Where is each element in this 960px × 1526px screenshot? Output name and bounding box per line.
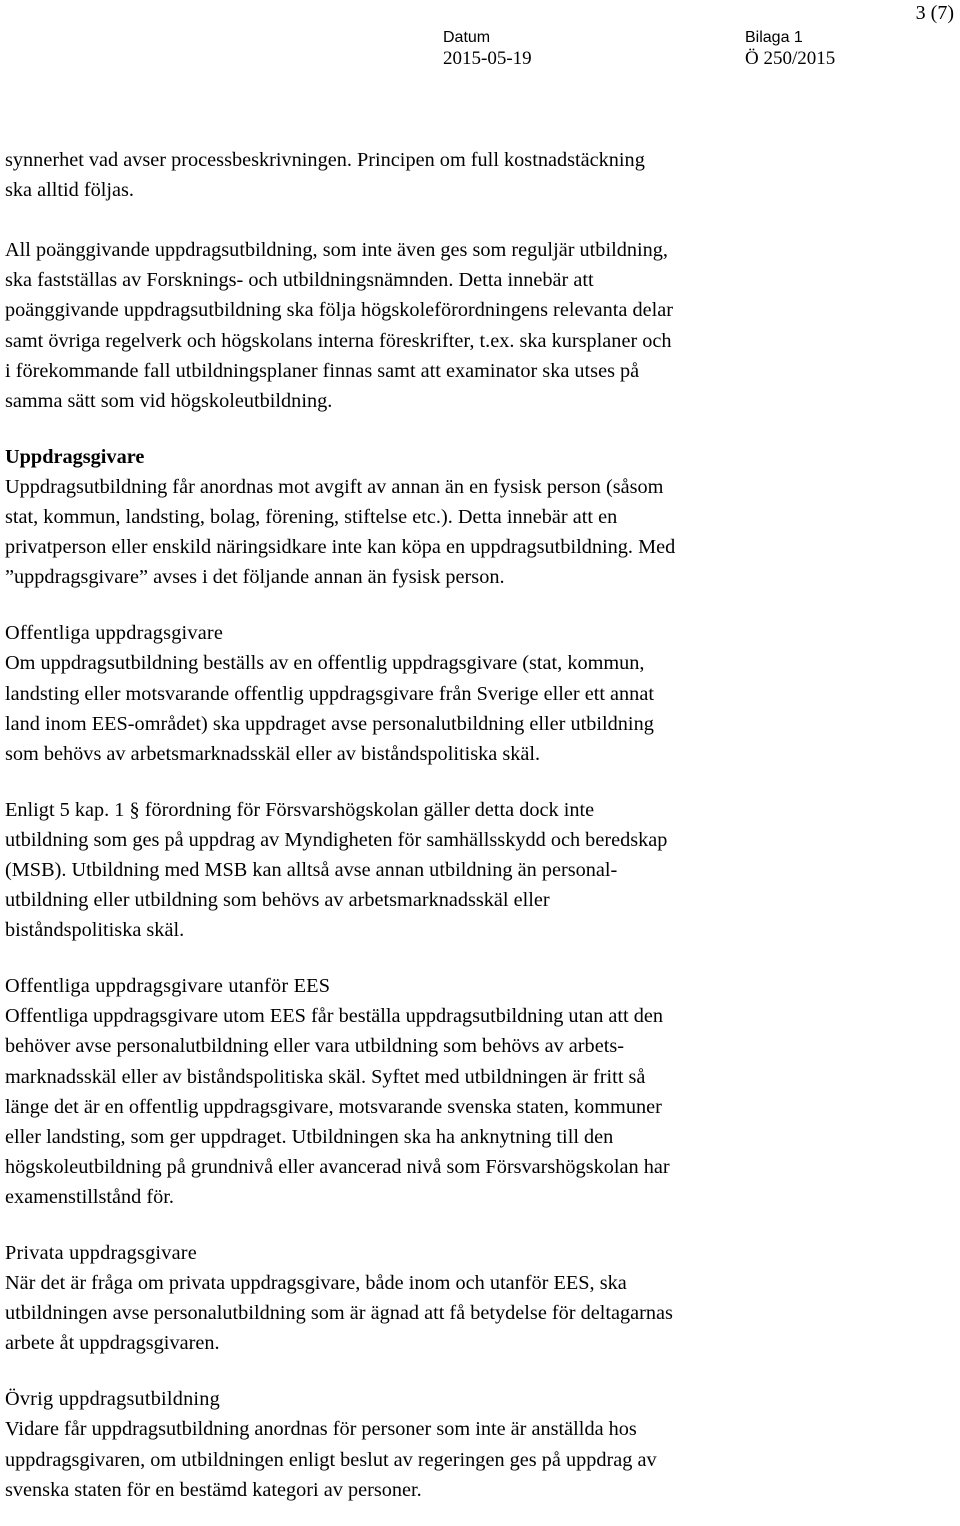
paragraph-msb (5, 795, 950, 945)
text-line: eller landsting, som ger uppdraget. Utbildningen ska ha anknytning till den (5, 1125, 614, 1148)
header-attachment-block (745, 28, 835, 70)
text-line: marknadsskäl eller av biståndspolitiska skäl. Syftet med utbildningen är fritt så (5, 1065, 646, 1088)
paragraph-intro (5, 145, 950, 205)
text-line: Enligt 5 kap. 1 § förordning för Försvarshögskolan gäller detta dock inte (5, 798, 595, 821)
text-line: Uppdragsutbildning får anordnas mot avgift av annan än en fysisk person (såsom (5, 475, 664, 498)
text-line: examenstillstånd för. (5, 1185, 174, 1208)
subsection-heading: Offentliga uppdragsgivare (5, 622, 224, 645)
text-line: Om uppdragsutbildning beställs av en offentlig uppdragsgivare (stat, kommun, (5, 652, 645, 675)
text-line: utbildning som ges på uppdrag av Myndigheten för samhällsskydd och beredskap (5, 828, 668, 851)
text-line: samt övriga regelverk och högskolans interna föreskrifter, t.ex. ska kursplaner och (5, 329, 672, 352)
paragraph-poanggivande (5, 235, 950, 416)
text-line: All poänggivande uppdragsutbildning, som inte även ges som reguljär utbildning, (5, 239, 668, 262)
text-line: uppdragsgivaren, om utbildningen enligt beslut av regeringen ges på uppdrag av (5, 1448, 657, 1471)
text-line: synnerhet vad avser processbeskrivningen. Principen om full kostnadstäckning (5, 149, 645, 171)
document-body (5, 145, 950, 1505)
text-line: biståndspolitiska skäl. (5, 919, 185, 942)
text-line: högskoleutbildning på grundnivå eller avancerad nivå som Försvarshögskolan har (5, 1155, 670, 1178)
text-line: ”uppdragsgivare” avses i det följande annan än fysisk person. (5, 566, 505, 589)
text-line: När det är fråga om privata uppdragsgivare, både inom och utanför EES, ska (5, 1272, 627, 1295)
page-number: 3 (7) (915, 2, 954, 24)
subsection-heading: Privata uppdragsgivare (5, 1242, 197, 1264)
text-line: stat, kommun, landsting, bolag, förening, stiftelse etc.). Detta innebär att en (5, 506, 618, 529)
text-line: utbildningen avse personalutbildning som är ägnad att få betydelse för deltagarnas (5, 1302, 673, 1325)
section-privata (5, 1238, 950, 1358)
date-value: 2015-05-19 (443, 48, 532, 69)
text-line: länge det är en offentlig uppdragsgivare, motsvarande svenska staten, kommuner (5, 1095, 662, 1118)
text-line: som behövs av arbetsmarknadsskäl eller av biståndspolitiska skäl. (5, 742, 541, 765)
section-ovrig (5, 1384, 950, 1504)
text-line: ska alltid följas. (5, 179, 134, 202)
text-line: (MSB). Utbildning med MSB kan alltså avse annan utbildning än personal- (5, 858, 618, 881)
text-line: samma sätt som vid högskoleutbildning. (5, 389, 333, 412)
section-offentliga (5, 618, 950, 768)
text-line: poänggivande uppdragsutbildning ska följa högskoleförordningens relevanta delar (5, 299, 673, 322)
subsection-heading: Offentliga uppdragsgivare utanför EES (5, 975, 331, 998)
text-line: arbete åt uppdragsgivaren. (5, 1332, 220, 1355)
text-line: behöver avse personalutbildning eller vara utbildning som behövs av arbets- (5, 1035, 624, 1058)
text-line: ska fastställas av Forsknings- och utbildningsnämnden. Detta innebär att (5, 269, 594, 292)
section-heading: Uppdragsgivare (5, 445, 145, 468)
text-line: Offentliga uppdragsgivare utom EES får beställa uppdragsutbildning utan att den (5, 1005, 664, 1028)
text-line: land inom EES-området) ska uppdraget avse personalutbildning eller utbildning (5, 712, 654, 735)
header-date-block (443, 28, 532, 70)
section-offentliga-utanfor-ees (5, 971, 950, 1212)
attachment-label: Bilaga 1 (745, 29, 803, 46)
text-line: Vidare får uppdragsutbildning anordnas för personer som inte är anställda hos (5, 1418, 637, 1441)
subsection-heading: Övrig uppdragsutbildning (5, 1388, 220, 1411)
text-line: utbildning eller utbildning som behövs av arbetsmarknadsskäl eller (5, 889, 550, 912)
text-line: landsting eller motsvarande offentlig uppdragsgivare från Sverige eller ett annat (5, 682, 654, 705)
text-line: privatperson eller enskild näringsidkare inte kan köpa en uppdragsutbildning. Med (5, 536, 676, 559)
date-label: Datum (443, 29, 491, 46)
section-uppdragsgivare (5, 442, 950, 592)
text-line: svenska staten för en bestämd kategori av personer. (5, 1478, 422, 1501)
reference-value: Ö 250/2015 (745, 48, 836, 69)
text-line: i förekommande fall utbildningsplaner finnas samt att examinator ska utses på (5, 359, 640, 382)
